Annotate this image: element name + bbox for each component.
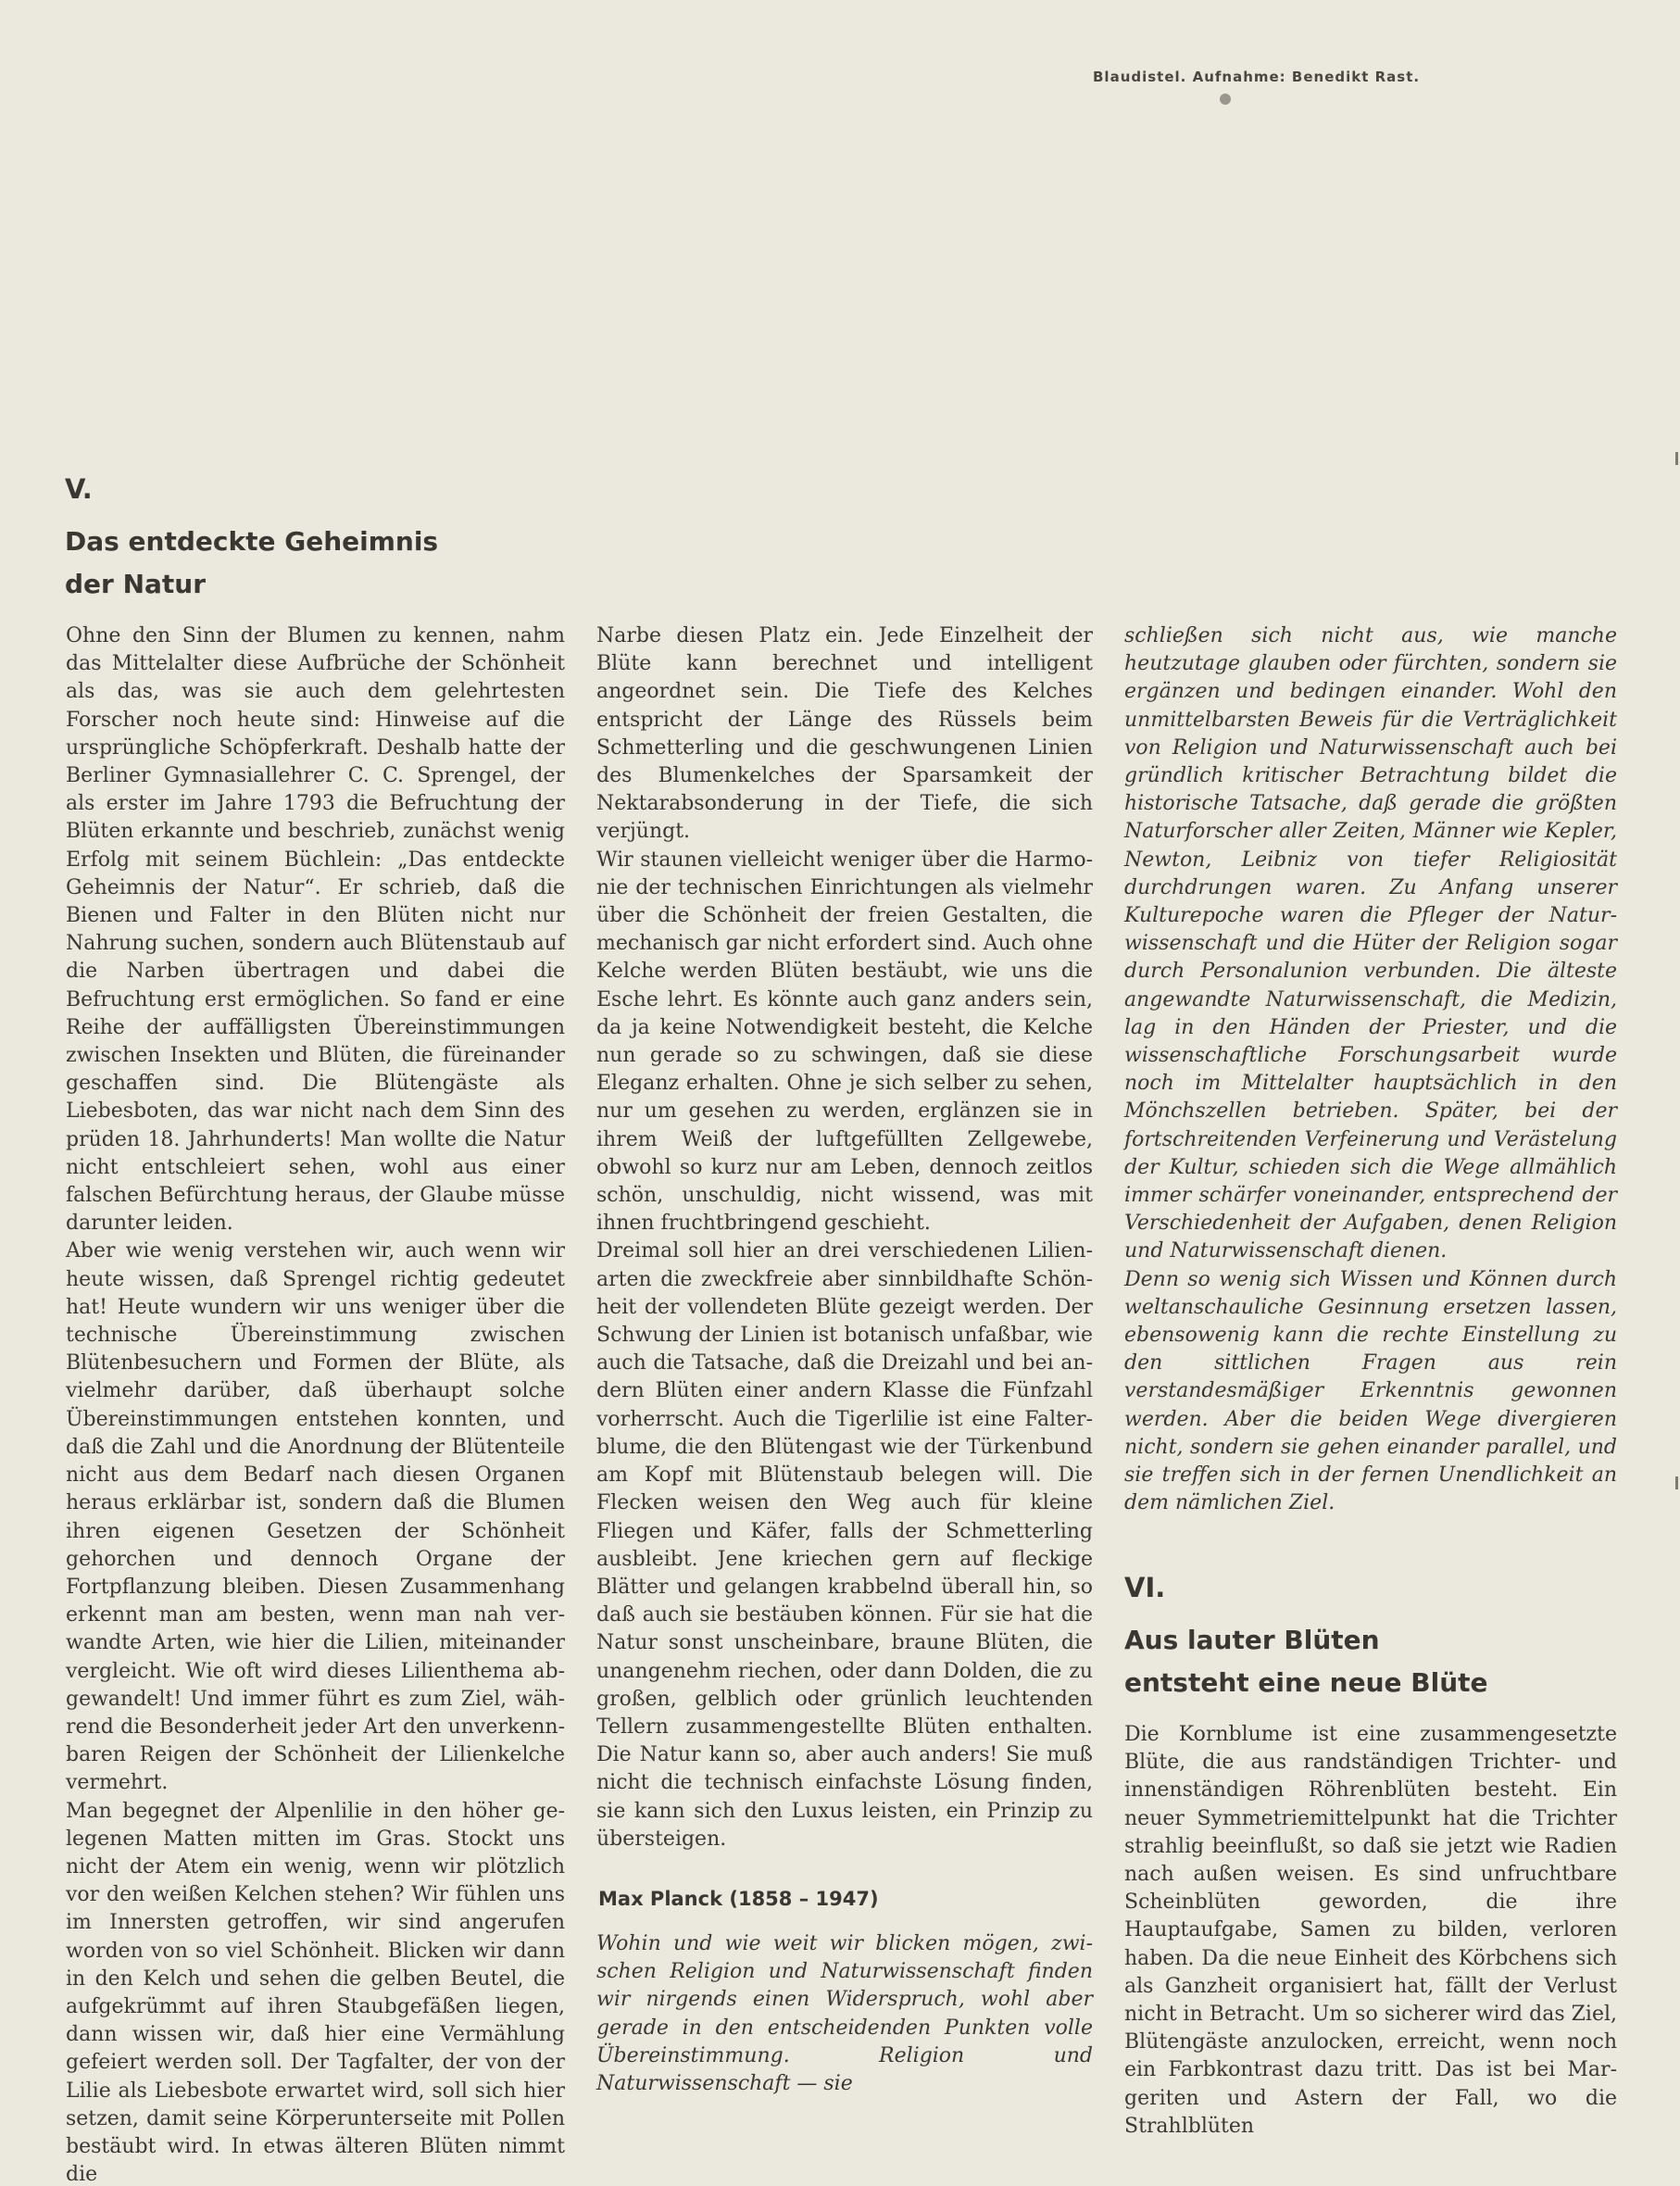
section-title-line: Aus lauter Blüten bbox=[1124, 1625, 1380, 1655]
paragraph: Man begegnet der Alpenlilie in den höher gelegenen Matten mitten im Gras. Stockt uns nicht der Atem ein wenig, wenn wir plötzlich vor den weißen Kelchen stehen? Wir fühlen uns im Innersten getroffen, wir sind angerufen worden von so viel Schönheit. Blicken wir dann in den Kelch und sehen die gelben Beutel, die aufgekrümmt auf ihren Staubgefäßen liegen, dann wissen wir, daß hier eine Vermählung gefeiert werden soll. Der Tagfalter, der von der Lilie als Liebesbote erwartet wird, soll sich hier setzen, damit seine Körperunterseite mit Pollen bestäubt wird. In etwas älteren Blüten nimmt die bbox=[66, 1799, 565, 2186]
page-edge-mark bbox=[1675, 452, 1678, 465]
paragraph: Ohne den Sinn der Blumen zu kennen, nahm das Mittelalter diese Aufbrüche der Schönheit als das, was sie auch dem gelehrtesten Forscher noch heute sind: Hinweise auf die ursprüngliche Schöpferkraft. Deshalb hatte der Berliner Gymnasiallehrer C. C. Sprengel, der als erster im Jahre 1793 die Befruchtung der Blüten erkannte und beschrieb, zunächst wenig Erfolg mit seinem Büchlein: „Das entdeckte Geheimnis der Natur“. Er schrieb, daß die Bienen und Falter in den Blüten nicht nur Nahrung suchen, sondern auch Blütenstaub auf die Narben übertragen und dabei die Befruchtung erst ermöglichen. So fand er eine Reihe der auffälligsten Übereinstimmungen zwischen Insekten und Blüten, die füreinander geschaffen sind. Die Blütengäste als Liebesboten, das war nicht nach dem Sinn des prüden 18. Jahrhunderts! Man wollte die Natur nicht entschleiert sehen, wohl aus einer falschen Befürchtung heraus, der Glaube müsse darunter leiden. bbox=[66, 624, 565, 1236]
section-title-line: entsteht eine neue Blüte bbox=[1124, 1667, 1488, 1698]
section-number: VI. bbox=[1124, 1572, 1166, 1603]
text-column-2 bbox=[596, 622, 1093, 1853]
section-vi-heading bbox=[1124, 1569, 1643, 1704]
photo-credit-dot-icon bbox=[1220, 94, 1231, 105]
paragraph: Die Kornblume ist eine zusammengesetzte Blüte, die aus randständigen Trichter- und innenständigen Röhrenblüten besteht. Ein neuer Symmetriemittelpunkt hat die Trichter strahlig beeinflußt, so daß sie jetzt wie Radien nach außen weisen. Es sind unfruchtbare Scheinblüten geworden, die ihre Hauptaufgabe, Samen zu bilden, verloren haben. Da die neue Einheit des Körbchens sich als Ganzheit organisiert hat, fällt der Verlust nicht in Betracht. Um so sicherer wird das Ziel, Blütengäste anzulocken, erreicht, wenn noch ein Farbkontrast dazu tritt. Das ist bei Margeriten und Astern der Fall, wo die Strahlblüten bbox=[1124, 1723, 1617, 2138]
planck-quote-continued bbox=[1124, 622, 1617, 1518]
paragraph: Wir staunen vielleicht weniger über die Harmonie der technischen Einrichtungen als vielmehr über die Schönheit der freien Gestalten, die mechanisch gar nicht erfordert sind. Auch ohne Kelche werden Blüten bestäubt, wie uns die Esche lehrt. Es könnte auch ganz anders sein, da ja keine Notwendigkeit besteht, die Kelche nun gerade so zu schwingen, daß sie diese Eleganz erhalten. Ohne je sich selber zu sehen, nur um gesehen zu werden, erglänzen sie in ihrem Weiß der luftgefüllten Zellgewebe, obwohl so kurz nur am Leben, dennoch zeitlos schön, unschuldig, nicht wissend, was mit ihnen fruchtbringend geschieht. bbox=[596, 848, 1093, 1236]
text-column-1 bbox=[66, 622, 565, 2186]
paragraph: schließen sich nicht aus, wie manche heutzutage glauben oder fürchten, sondern sie ergänzen und bedingen einander. Wohl den unmittelbarsten Beweis für die Verträglichkeit von Religion und Naturwissenschaft auch bei gründlich kritischer Betrachtung bildet die historische Tatsache, daß gerade die größten Naturforscher aller Zeiten, Männer wie Kepler, Newton, Leibniz von tiefer Religiosität durchdrungen waren. Zu Anfang unserer Kulturepoche waren die Pfleger der Naturwissenschaft und die Hüter der Religion sogar durch Personalunion verbunden. Die älteste angewandte Naturwissenschaft, die Medizin, lag in den Händen der Priester, und die wissenschaftliche Forschungsarbeit wurde noch im Mittelalter hauptsächlich in den Mönchszellen betrieben. Später, bei der fortschreitenden Verfeinerung und Verästelung der Kultur, schieden sich die Wege allmählich immer schärfer voneinander, entsprechend der Verschiedenheit der Aufgaben, denen Religion und Naturwissenschaft dienen. bbox=[1124, 624, 1617, 1263]
section-title-line: Das entdeckte Geheimnis bbox=[65, 526, 439, 557]
paragraph: Wohin und wie weit wir blicken mögen, zwischen Religion und Naturwissenschaft finden wir nirgends einen Widerspruch, wohl aber gerade in den entscheidenden Punkten volle Übereinstimmung. Religion und Naturwissenschaft — sie bbox=[596, 1932, 1093, 2096]
quote-author-heading: Max Planck (1858 – 1947) bbox=[598, 1888, 879, 1910]
text-column-3-roman bbox=[1124, 1721, 1617, 2141]
paragraph: Narbe diesen Platz ein. Jede Einzelheit der Blüte kann berechnet und intelligent angeordnet sein. Die Tiefe des Kelches entspricht der Länge des Rüssels beim Schmetterling und die geschwungenen Linien des Blumenkelches der Sparsamkeit der Nektarabsonderung in der Tiefe, die sich verjüngt. bbox=[596, 624, 1093, 844]
section-title-line: der Natur bbox=[65, 569, 207, 599]
paragraph: Aber wie wenig verstehen wir, auch wenn wir heute wissen, daß Sprengel richtig gedeutet hat! Heute wundern wir uns weniger über die technische Übereinstimmung zwischen Blütenbesuchern und Formen der Blüte, als vielmehr darüber, daß überhaupt solche Übereinstimmungen entstehen konnten, und daß die Zahl und die Anordnung der Blütenteile nicht aus dem Bedarf nach diesen Organen heraus erklärbar ist, sondern daß die Blumen ihren eigenen Gesetzen der Schönheit gehorchen und dennoch Organe der Fortpflanzung bleiben. Diesen Zusammenhang erkennt man am besten, wenn man nah verwandte Arten, wie hier die Lilien, miteinander vergleicht. Wie oft wird dieses Lilienthema abgewandelt! Und immer führt es zum Ziel, während die Besonderheit jeder Art den unverkennbaren Reigen der Schönheit der Lilienkelche vermehrt. bbox=[66, 1239, 565, 1795]
paragraph: Dreimal soll hier an drei verschiedenen Lilienarten die zweckfreie aber sinnbildhafte Schönheit der vollendeten Blüte gezeigt werden. Der Schwung der Linien ist botanisch unfaßbar, wie auch die Tatsache, daß die Dreizahl und bei andern Blüten einer andern Klasse die Fünfzahl vorherrscht. Auch die Tigerlilie ist eine Falterblume, die den Blütengast wie der Türkenbund am Kopf mit Blütenstaub belegen will. Die Flecken weisen den Weg auch für kleine Fliegen und Käfer, falls der Schmetterling ausbleibt. Jene kriechen gern auf fleckige Blätter und gelangen krabbelnd überall hin, so daß auch sie bestäuben können. Für sie hat die Natur sonst unscheinbare, braune Blüten, die unangenehm riechen, oder dann Dolden, die zu großen, gelblich oder grünlich leuchtenden Tellern zusammengestellte Blüten enthalten. Die Natur kann so, aber auch anders! Sie muß nicht die technisch einfachste Lösung finden, sie kann sich den Luxus leisten, ein Prinzip zu übersteigen. bbox=[596, 1239, 1093, 1851]
section-number: V. bbox=[65, 473, 93, 505]
photo-caption: Blaudistel. Aufnahme: Benedikt Rast. bbox=[1093, 69, 1421, 85]
page-edge-mark bbox=[1675, 1476, 1678, 1489]
paragraph: Denn so wenig sich Wissen und Können durch weltanschauliche Gesinnung ersetzen lassen, ebensowenig kann die rechte Einstellung zu den sittlichen Fragen aus rein verstandesmäßiger Erkenntnis gewonnen werden. Aber die beiden Wege divergieren nicht, sondern sie gehen einander parallel, und sie treffen sich in der fernen Unendlichkeit an dem nämlichen Ziel. bbox=[1124, 1267, 1617, 1515]
planck-quote-start bbox=[596, 1930, 1093, 2098]
section-v-heading bbox=[65, 471, 583, 606]
